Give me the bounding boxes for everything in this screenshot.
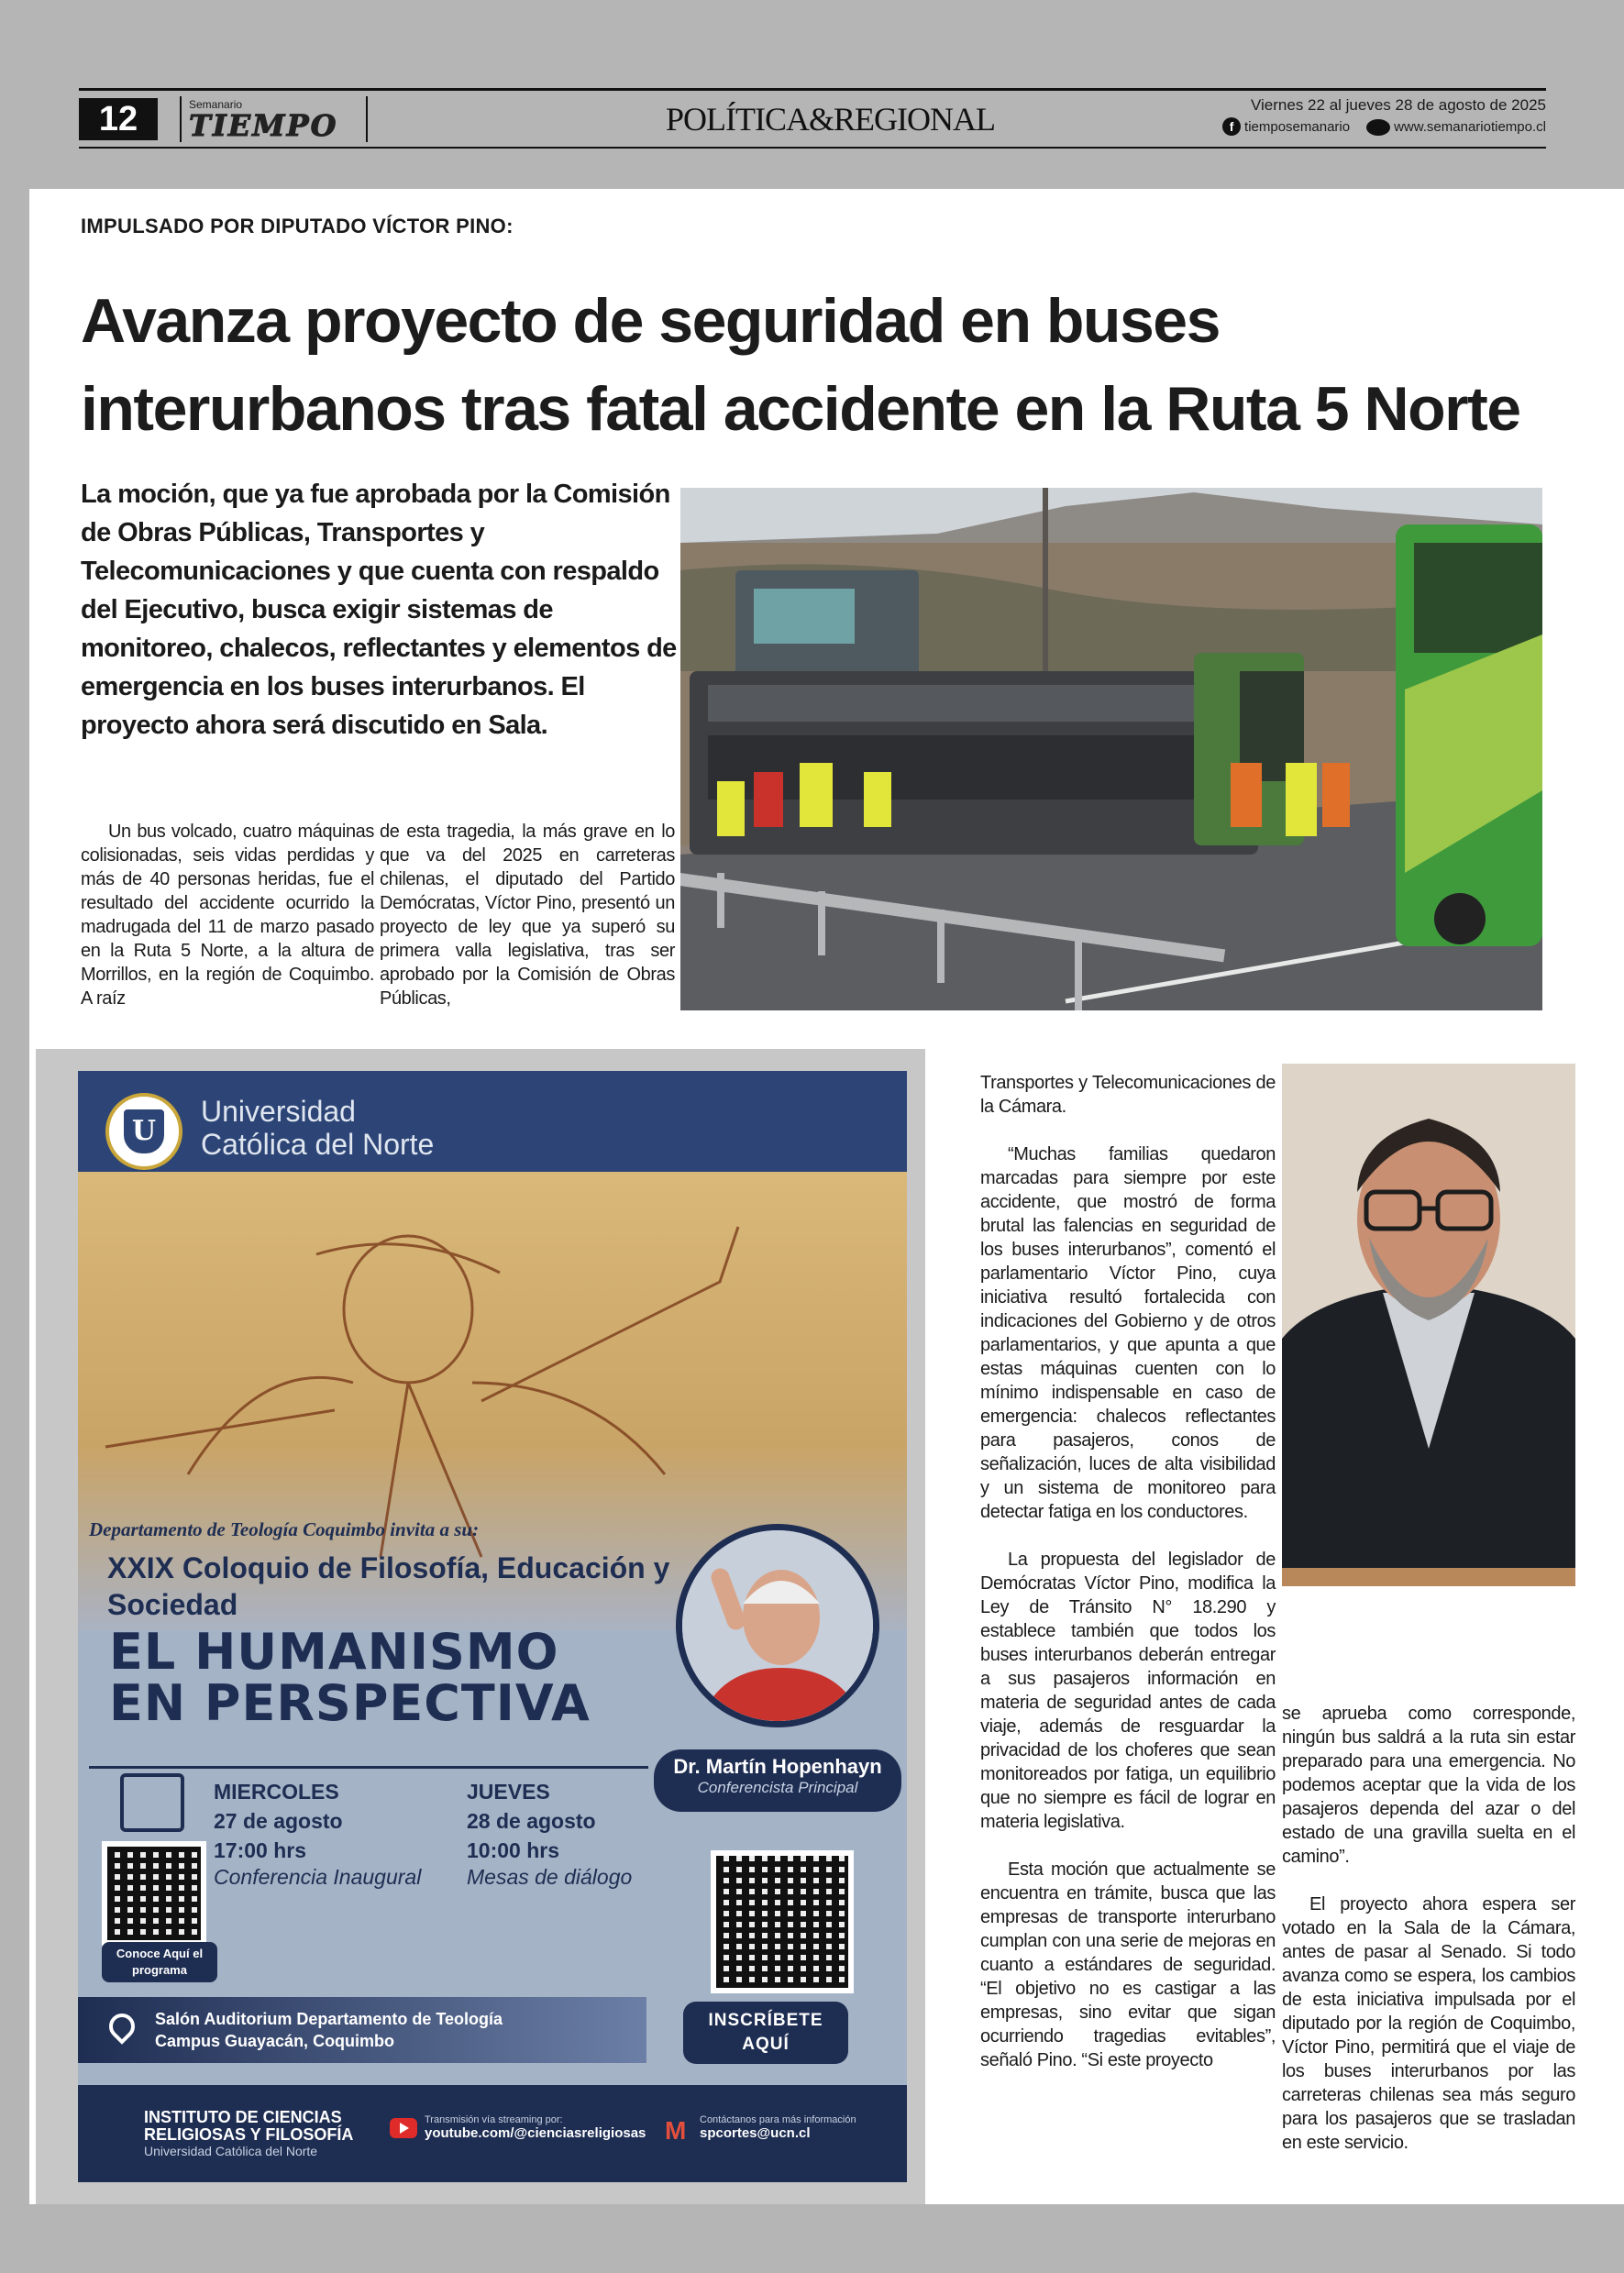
institute-line1: INSTITUTO DE CIENCIAS (144, 2108, 342, 2126)
article-column-3 (980, 1071, 1276, 2096)
location-pin-icon (104, 2008, 140, 2045)
facebook-link[interactable] (1222, 116, 1350, 138)
day1-event: Conferencia Inaugural (214, 1865, 422, 1889)
issue-info (1222, 94, 1546, 138)
event-title (109, 1623, 591, 1732)
department-invite: Departamento de Teología Coquimbo invita a su: (89, 1518, 480, 1540)
newspaper-logo (180, 96, 368, 142)
article-paragraph: Un bus volcado, cuatro máquinas colisionadas, seis vidas perdidas y más de 40 personas heridas, fue el resultado del accidente ocurrido la madrugada del 11 de marzo pasado en la Ruta 5 Norte, a la altura de Morrillos, en la región de Coquimbo. A raíz (81, 822, 374, 1009)
article-headline: Avanza proyecto de seguridad en buses interurbanos tras fatal accidente en la Ruta 5 Norte (81, 286, 1520, 444)
schedule-day-2 (467, 1777, 632, 1890)
event-advertisement (36, 1049, 925, 2204)
facebook-icon: f (1222, 117, 1241, 136)
website-link[interactable] (1366, 116, 1546, 138)
day1-name: MIERCOLES (214, 1780, 339, 1804)
speaker-portrait (682, 1530, 873, 1721)
article-paragraph: Transportes y Telecomunicaciones de la Cámara. (980, 1073, 1276, 1117)
contact-info[interactable] (665, 2114, 856, 2145)
streaming-info[interactable] (390, 2114, 646, 2141)
signup-button[interactable]: INSCRÍBETE AQUÍ (683, 2002, 848, 2064)
streaming-url: youtube.com/@cienciasreligiosas (425, 2125, 646, 2141)
article-paragraph: La propuesta del legislador de Demócratas Víctor Pino, modifica la Ley de Tránsito N° 18.290 y establece también que todos los buses interurbanos deberán entregar a sus pasajeros información en materia de seguridad antes de cada viaje, además de resguardar la privacidad de los choferes que sean monitoreados por fatiga, un equilibrio que no siempre es fácil de lograr en materia legislativa. (980, 1550, 1276, 1832)
streaming-label: Transmisión vía streaming por: (425, 2114, 563, 2125)
university-name (201, 1095, 434, 1161)
article-paragraph: de esta tragedia, la más grave en lo que va del 2025 en carreteras chilenas, el diputado del Partido Demócratas, Víctor Pino, presentó un proyecto de ley que ya superó su primera valla legislativa, tras ser aprobado por la Comisión de Obras Públicas, (380, 822, 675, 1009)
article-column-1 (81, 820, 374, 1034)
schedule-day-1 (214, 1777, 421, 1890)
day2-event: Mesas de diálogo (467, 1865, 633, 1889)
page-number: 12 (79, 98, 158, 140)
article-paragraph: El proyecto ahora espera ser votado en la Sala de la Cámara, antes de pasar al Senado. Si todo avanza como se espera, los cambios de esta iniciativa impulsada por el diputado por la región de Coquimbo, Víctor Pino, permitirá que el viaje de los buses interurbanos por las carreteras chilenas sea más seguro para los pasajeros que se trasladan en este servicio. (1282, 1894, 1575, 2153)
deputy-portrait-photo (1282, 1064, 1575, 1586)
event-location (78, 1997, 646, 2063)
speaker-name: Dr. Martín Hopenhayn (673, 1755, 882, 1778)
poster-footer (78, 2085, 907, 2182)
deputy-portrait-image (1282, 1064, 1575, 1586)
article-kicker: IMPULSADO POR DIPUTADO VÍCTOR PINO: (81, 215, 514, 237)
day2-name: JUEVES (467, 1780, 550, 1804)
schedule-divider (89, 1766, 648, 1769)
gmail-icon: M (665, 2116, 687, 2145)
youtube-icon (390, 2118, 417, 2138)
event-poster (78, 1071, 907, 2182)
logo-small-text: Semanario (189, 98, 243, 111)
signup-qr-code[interactable] (711, 1850, 854, 1993)
speaker-photo (676, 1524, 879, 1727)
institute-logo (144, 2109, 353, 2158)
calendar-clock-icon (120, 1773, 184, 1832)
program-button[interactable]: Conoce Aquí el programa (102, 1942, 217, 1982)
university-name-line1: Universidad (201, 1095, 356, 1128)
website-url: www.semanariotiempo.cl (1394, 119, 1546, 135)
event-title-line2: EN PERSPECTIVA (109, 1674, 591, 1732)
article-column-4 (1282, 1702, 1575, 2179)
article-lead: La moción, que ya fue aprobada por la Comisión de Obras Públicas, Transportes y Telecomunicaciones y que cuenta con respaldo del Ejecutivo, busca exigir sistemas de monitoreo, chalecos, reflectantes y elementos de emergencia en los buses interurbanos. El proyecto ahora será discutido en Sala. (81, 480, 677, 740)
program-qr-code[interactable] (102, 1841, 206, 1946)
newspaper-header (79, 88, 1546, 149)
day2-date: 28 de agosto (467, 1809, 596, 1833)
logo-name: TIEMPO (189, 108, 338, 143)
article-paragraph: Esta moción que actualmente se encuentra en trámite, busca que las empresas de transporte interurbano cumplan con una serie de mejoras en cuanto a estándares de seguridad. “El objetivo no es castigar a las empresas, sino evitar que sigan ocurriendo tragedias evitables”, señaló Pino. “Si este proyecto (980, 1859, 1276, 2070)
issue-date: Viernes 22 al jueves 28 de agosto de 2025 (1251, 96, 1546, 114)
day2-time: 10:00 hrs (467, 1838, 560, 1862)
colloquium-title: XXIX Coloquio de Filosofía, Educación y Sociedad (107, 1551, 670, 1621)
article-page (29, 189, 1624, 2204)
contact-email: spcortes@ucn.cl (700, 2125, 811, 2141)
day1-time: 17:00 hrs (214, 1838, 307, 1862)
day1-date: 27 de agosto (214, 1809, 343, 1833)
speaker-label (654, 1749, 901, 1812)
article-paragraph: “Muchas familias quedaron marcadas para siempre por este accidente, que mostró de forma brutal las falencias en seguridad de los buses interurbanos”, comentó el parlamentario Víctor Pino, cuya iniciativa resultó fortalecida con indicaciones del Gobierno y de otros parlamentarios, y que apunta a que estas máquinas cuenten con lo mínimo indispensable en caso de emergencia: chalecos reflectantes para pasajeros, conos de señalización, luces de alta visibilidad y un sistema de monitoreo para detectar fatiga en los conductores. (980, 1144, 1276, 1522)
article-column-2 (380, 820, 675, 1034)
speaker-role: Conferencista Principal (697, 1779, 858, 1796)
ucn-seal-icon: U (105, 1093, 182, 1170)
institute-line3: Universidad Católica del Norte (144, 2144, 318, 2158)
facebook-handle: tiemposemanario (1244, 119, 1351, 135)
event-title-line1: EL HUMANISMO (109, 1623, 559, 1681)
section-title: POLÍTICA&REGIONAL (666, 101, 995, 138)
article-paragraph: se aprueba como corresponde, ningún bus saldrá a la ruta sin estar preparado para una emergencia. No podemos aceptar que la vida de los pasajeros dependa del azar o del estado de una gravilla suelta en el camino”. (1282, 1704, 1575, 1867)
contact-label: Contáctanos para más información (700, 2114, 856, 2125)
globe-icon (1366, 119, 1390, 136)
location-line2: Campus Guayacán, Coquimbo (155, 2032, 395, 2050)
accident-photo (680, 488, 1542, 1010)
accident-scene-image (680, 488, 1542, 1010)
university-name-line2: Católica del Norte (201, 1128, 435, 1161)
institute-line2: RELIGIOSAS Y FILOSOFÍA (144, 2125, 354, 2144)
location-line1: Salón Auditorium Departamento de Teología (155, 2010, 503, 2028)
